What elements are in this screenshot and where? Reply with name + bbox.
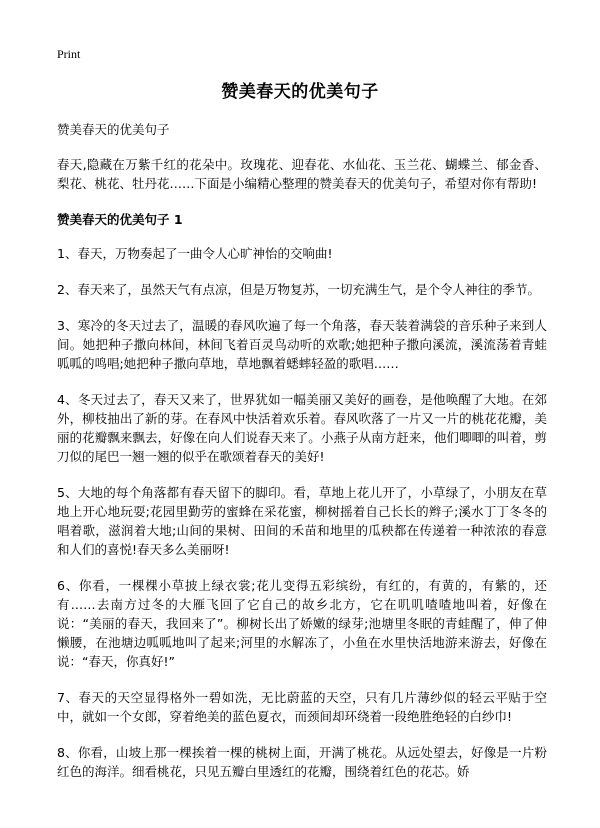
section-heading: 赞美春天的优美句子 1 [57, 212, 183, 227]
sentence-paragraph: 1、春天，万物奏起了一曲令人心旷神怡的交响曲! [57, 246, 333, 261]
sentence-paragraph: 7、春天的天空显得格外一碧如洗，无比蔚蓝的天空，只有几片薄纱似的轻云平贴于空中，就如一个女郎，穿着绝美的蓝色夏衣，而颈间却环绕着一段绝胜绝轻的白纱巾! [57, 690, 547, 724]
document-body [57, 120, 547, 798]
sentence-paragraph: 6、你看，一棵棵小草披上绿衣裳;花儿变得五彩缤纷，有红的，有黄的，有紫的，还有……去南方过冬的大雁飞回了它自己的故乡北方，它在叽叽喳喳地叫着，好像在说：“美丽的春天，我回来了”。柳树长出了娇嫩的绿芽;池塘里冬眠的青蛙醒了，伸了伸懒腰，在池塘边呱呱地叫了起来;河里的水解冻了，小鱼在水里快活地游来游去，好像在说：“春天，你真好!” [57, 578, 547, 669]
intro-paragraph: 春天,隐藏在万紫千红的花朵中。玫瑰花、迎春花、水仙花、玉兰花、蝴蝶兰、郁金香、梨花、桃花、牡丹花……下面是小编精心整理的赞美春天的优美句子，希望对你有帮助! [57, 157, 547, 191]
sentence-paragraph: 5、大地的每个角落都有春天留下的脚印。看，草地上花儿开了，小草绿了，小朋友在草地上开心地玩耍;花园里勤劳的蜜蜂在采花蜜，柳树摇着自己长长的辫子;溪水丁丁冬冬的唱着歌，滋润着大地;山间的果树、田间的禾苗和地里的瓜秧都在传递着一种浓浓的春意和人们的喜悦!春天多么美丽呀! [57, 485, 547, 557]
document-title: 赞美春天的优美句子 [221, 82, 379, 102]
sentence-paragraph: 3、寒冷的冬天过去了，温暖的春风吹遍了每一个角落，春天装着满袋的音乐种子来到人间。她把种子撒向林间，林间飞着百灵鸟动听的欢歌;她把种子撒向溪流，溪流荡着青蛙呱呱的鸣唱;她把种子撒向草地，草地飘着蟋蟀轻盈的歌唱…… [57, 318, 547, 371]
sentence-paragraph: 8、你看，山坡上那一棵挨着一棵的桃树上面，开满了桃花。从远处望去，好像是一片粉红色的海洋。细看桃花，只见五瓣白里透红的花瓣，围绕着红色的花芯。娇 [57, 745, 547, 779]
sentence-paragraph: 4、冬天过去了，春天又来了，世界犹如一幅美丽又美好的画卷，是他唤醒了大地。在郊外，柳枝抽出了新的芽。在春风中快活着欢乐着。春风吹落了一片又一片的桃花花瓣，美丽的花瓣飘来飘去，好像在向人们说春天来了。小燕子从南方赶来，他们唧唧的叫着，剪刀似的尾巴一翘一翘的似乎在歌颂着春天的美好! [57, 392, 547, 464]
sentence-paragraph: 2、春天来了，虽然天气有点凉，但是万物复苏，一切充满生气，是个令人神往的季节。 [57, 282, 540, 297]
print-link[interactable]: Print [57, 47, 81, 61]
document-subtitle: 赞美春天的优美句子 [57, 122, 170, 137]
